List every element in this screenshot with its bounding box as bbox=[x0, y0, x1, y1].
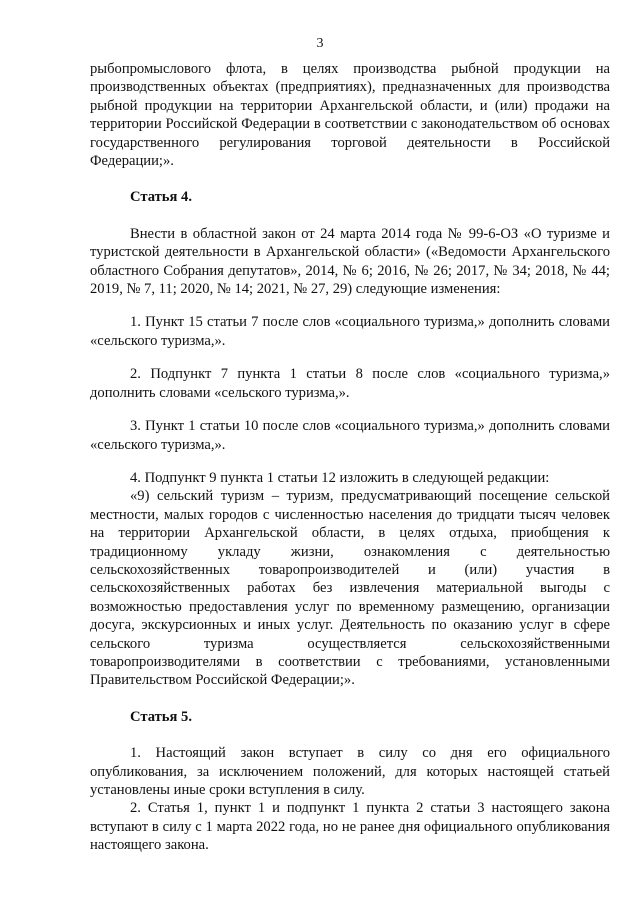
article-5-heading: Статья 5. bbox=[130, 708, 192, 725]
article-4-intro: Внести в областной закон от 24 марта 2014 года № 99-6-ОЗ «О туризме и туристской деятельности в Архангельской области» («Ведомости Архангельского областного Собрания депутатов», 2014, № 6; 2016, № 26; 2017, № 34; 2018, № 44; 2019, № 7, 11; 2020, № 14; 2021, № 27, 29) следующие изменения: bbox=[90, 225, 610, 298]
spacer bbox=[90, 454, 610, 469]
spacer bbox=[90, 726, 610, 744]
article-4-item-4-text: «9) сельский туризм – туризм, предусматривающий посещение сельской местности, малых городов с численностью населения до тридцати тысяч человек на территории Архангельской области, в целях отдыха, приобщения к традиционному укладу жизни, ознакомления с деятельностью сельскохозяйственных товаропроизводителей и (или) участия в сельскохозяйственных работах без извлечения материальной выгоды с возможностью предоставления услуг по временному размещению, организации досуга, экскурсионных и иных услуг. Деятельность по оказанию услуг в сфере сельского туризма осуществляется сельскохозяйственными товаропроизводителями в соответствии с требованиями, установленными Правительством Российской Федерации;». bbox=[90, 488, 610, 689]
article-4-item-2: 2. Подпункт 7 пункта 1 статьи 8 после слов «социального туризма,» дополнить словами «сельского туризма,». bbox=[90, 366, 610, 401]
spacer bbox=[90, 402, 610, 417]
article-5-item-2: 2. Статья 1, пункт 1 и подпункт 1 пункта 2 статьи 3 настоящего закона вступают в силу с 1 марта 2022 года, но не ранее дня официального опубликования настоящего закона. bbox=[90, 800, 610, 854]
spacer bbox=[90, 207, 610, 225]
article-4-item-1: 1. Пункт 15 статьи 7 после слов «социального туризма,» дополнить словами «сельского туризма,». bbox=[90, 314, 610, 349]
spacer bbox=[90, 690, 610, 708]
article-5-item-1: 1. Настоящий закон вступает в силу со дня его официального опубликования, за исключением положений, для которых настоящей статьей установлены иные сроки вступления в силу. bbox=[90, 745, 610, 798]
article-4-item-4: 4. Подпункт 9 пункта 1 статьи 12 изложить в следующей редакции: bbox=[130, 469, 550, 486]
article-4-heading: Статья 4. bbox=[130, 189, 192, 206]
page-number: 3 bbox=[316, 36, 324, 51]
article-4-item-3: 3. Пункт 1 статьи 10 после слов «социального туризма,» дополнить словами «сельского туризма,». bbox=[90, 418, 610, 453]
spacer bbox=[90, 350, 610, 365]
paragraph-continuation: рыбопромыслового флота, в целях производства рыбной продукции на производственных объектах (предприятиях), предназначенных для производства рыбной продукции на территории Архангельской области, и (или) продажи на территории Российской Федерации в соответствии с законодательством об основах государственного регулирования торговой деятельности в Российской Федерации;». bbox=[90, 61, 610, 170]
document-body bbox=[90, 60, 610, 855]
spacer bbox=[90, 170, 610, 188]
spacer bbox=[90, 298, 610, 313]
